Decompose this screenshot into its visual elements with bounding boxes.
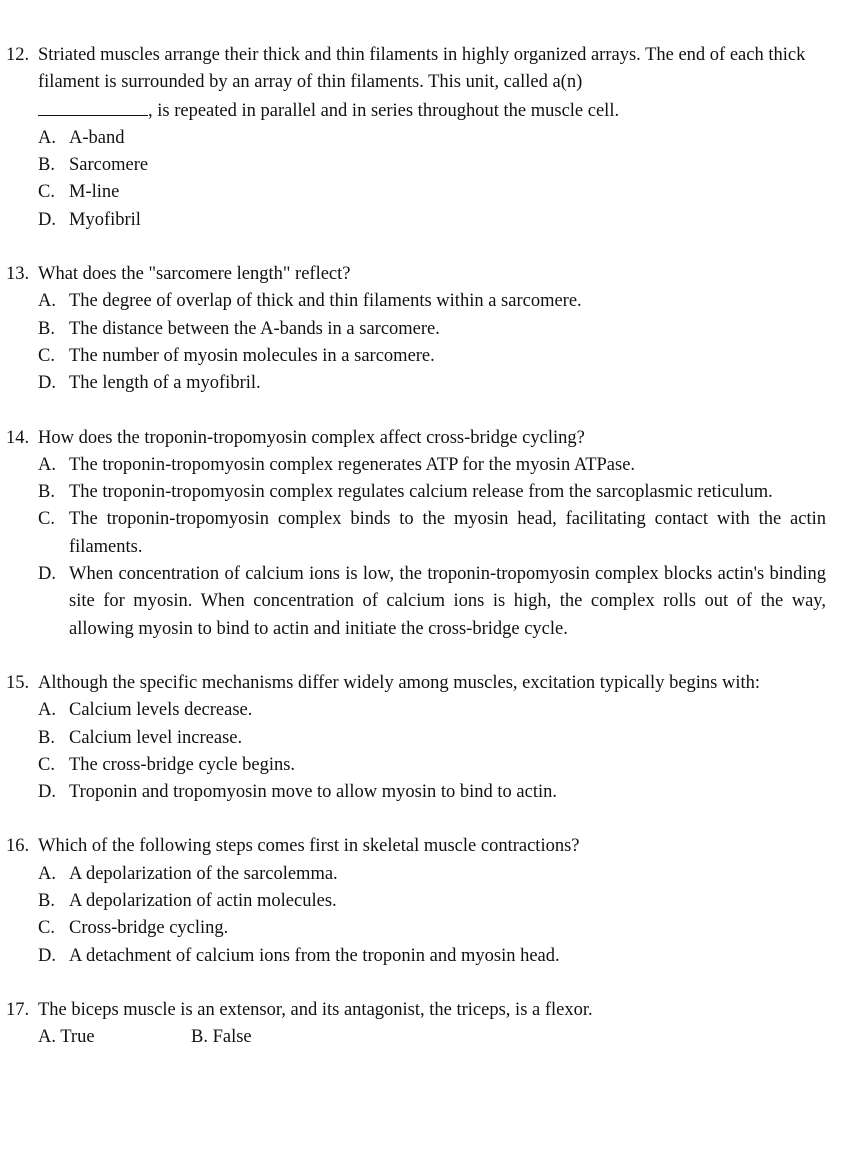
question-stem (6, 261, 826, 288)
option-a[interactable]: A. A depolarization of the sarcolemma. (38, 863, 338, 884)
question-number: 13. (6, 264, 30, 285)
question-15 (0, 670, 826, 806)
stem-text-continued: , is repeated in parallel and in series throughout the muscle cell. (148, 100, 620, 121)
question-number: 16. (6, 836, 30, 857)
question-stem (6, 425, 826, 452)
option-d[interactable]: D. A detachment of calcium ions from the troponin and myosin head. (38, 945, 560, 966)
option-c[interactable]: C. The troponin-tropomyosin complex binds to the myosin head, facilitating contact with the actin filaments. (38, 509, 826, 557)
stem-text: What does the "sarcomere length" reflect? (38, 264, 351, 285)
answer-options (0, 697, 826, 806)
option-a[interactable]: A. The troponin-tropomyosin complex regenerates ATP for the myosin ATPase. (38, 454, 636, 475)
option-b[interactable]: B. The troponin-tropomyosin complex regulates calcium release from the sarcoplasmic reticulum. (38, 482, 773, 503)
option-b[interactable]: B. Sarcomere (38, 155, 149, 176)
option-a[interactable]: A. Calcium levels decrease. (38, 700, 253, 721)
option-b[interactable]: B. The distance between the A-bands in a sarcomere. (38, 318, 440, 339)
answer-options (0, 861, 826, 970)
stem-text: Although the specific mechanisms differ widely among muscles, excitation typically begins with: (38, 672, 761, 693)
option-a[interactable]: A. The degree of overlap of thick and thin filaments within a sarcomere. (38, 291, 582, 312)
question-16 (0, 833, 826, 969)
stem-text: Which of the following steps comes first in skeletal muscle contractions? (38, 836, 580, 857)
answer-options (0, 125, 826, 234)
question-stem (6, 42, 826, 125)
true-false-options (0, 1024, 826, 1051)
option-d[interactable]: D. When concentration of calcium ions is low, the troponin-tropomyosin complex blocks actin's binding site for myosin. When concentration of calcium ions is high, the complex rolls out of the way, allowing myosin to bind to actin and initiate the cross-bridge cycle. (38, 564, 826, 639)
stem-text: Striated muscles arrange their thick and thin filaments in highly organized arrays. The end of each thick filament is surrounded by an array of thin filaments. This unit, called a(n) (38, 45, 806, 93)
question-number: 17. (6, 999, 30, 1020)
stem-text: How does the troponin-tropomyosin complex affect cross-bridge cycling? (38, 427, 585, 448)
stem-text: The biceps muscle is an extensor, and its antagonist, the triceps, is a flexor. (38, 999, 593, 1020)
question-number: 14. (6, 427, 30, 448)
question-12 (0, 42, 826, 234)
question-number: 12. (6, 45, 30, 65)
option-d[interactable]: D. Myofibril (38, 209, 141, 230)
option-a[interactable]: A. A-band (38, 127, 125, 148)
question-stem (6, 997, 826, 1024)
question-stem (6, 670, 826, 697)
option-c[interactable]: C. The number of myosin molecules in a sarcomere. (38, 345, 435, 366)
option-d[interactable]: D. Troponin and tropomyosin move to allow myosin to bind to actin. (38, 782, 558, 803)
answer-options (0, 452, 826, 643)
option-d[interactable]: D. The length of a myofibril. (38, 373, 261, 394)
fill-in-blank (38, 97, 148, 116)
question-stem (6, 833, 826, 860)
question-14 (0, 425, 826, 643)
question-17 (0, 997, 826, 1052)
option-c[interactable]: C. Cross-bridge cycling. (38, 918, 229, 939)
option-b[interactable]: B. A depolarization of actin molecules. (38, 891, 337, 912)
option-c[interactable]: C. The cross-bridge cycle begins. (38, 754, 296, 775)
option-true[interactable]: A. True (38, 1027, 95, 1048)
option-c[interactable]: C. M-line (38, 182, 120, 203)
answer-options (0, 288, 826, 397)
option-b[interactable]: B. Calcium level increase. (38, 727, 243, 748)
option-false[interactable]: B. False (191, 1027, 252, 1048)
question-13 (0, 261, 826, 397)
question-number: 15. (6, 672, 30, 693)
